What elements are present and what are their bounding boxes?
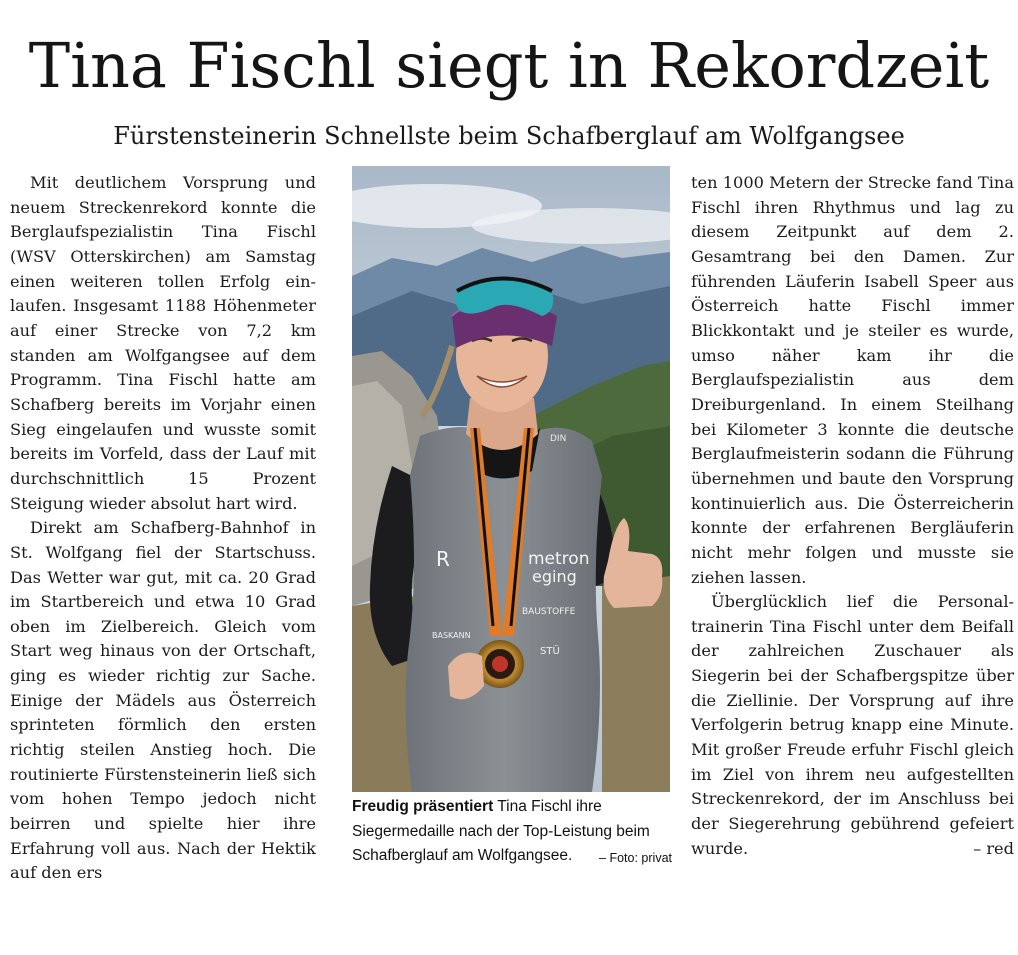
shirt-text-sponsor-2: BAUSTOFFE: [522, 607, 576, 617]
shirt-text-r: R: [436, 547, 450, 571]
photo-caption: [352, 795, 672, 871]
right-paragraph-1: ten 1000 Metern der Strecke fand Tina Fischl ihren Rhythmus und lag zu diesem Zeitpunkt auf dem 2. Gesamtrang bei den Damen. Zur führenden Läuferin Isabell Speer aus Österreich hatte Fischl immer Blickkontakt und je steiler es wurde, umso näher kam ihr die Berglaufspezialistin aus dem Dreiburgenland. In einem Steilhang bei Kilometer 3 konnte die deutsche Berglaufmeisterin sodann die Führung übernehmen und baute den Vorsprung kontinuierlich aus. Die Österreicherin konnte der erfahrenen Bergläuferin nicht mehr folgen und musste sie ziehen lassen.: [691, 173, 1014, 587]
caption-text: Tina Fischl ihre Siegermedaille nach der Top-Leistung beim Schafberglauf am Wolfgangsee.: [352, 798, 650, 864]
caption-lead: Freudig präsentiert: [352, 798, 494, 815]
left-column: [10, 171, 316, 886]
photo-medal-winner: [352, 166, 670, 792]
left-paragraph-2: Direkt am Schafberg-Bahnhof in St. Wolfgang fiel der Startschuss. Das Wetter war gut, mit ca. 20 Grad im Startbereich und etwa 10 Grad oben im Zielbereich. Gleich vom Start weg hinaus von der Ortschaft, ging es wieder richtig zur Sache. Einige der Mädels aus Österreich sprinteten förmlich den ersten richtig steilen Anstieg hoch. Die routinierte Fürstensteinerin ließ sich vom hohen Tempo jedoch nicht beirren und spielte hier ihre Erfahrung voll aus. Nach der Hektik auf den ers: [10, 518, 316, 883]
right-paragraph-2: [691, 590, 1014, 861]
left-paragraph-1: Mit deutlichem Vorsprung und neuem Streckenrekord konnte die Berglaufspezialistin Tina Fischl (WSV Otterskirchen) am Samstag einen weiteren tollen Erfolg einlaufen. Insgesamt 1188 Höhenmeter auf einer Strecke von 7,2 km standen am Wolfgangsee auf dem Programm. Tina Fischl hatte am Schafberg bereits im Vorjahr einen Sieg eingelaufen und wusste somit bereits im Vorfeld, dass der Lauf mit durchschnittlich 15 Prozent Steigung wieder absolut hart wird.: [10, 173, 316, 513]
right-paragraph-2-text: Überglücklich lief die Personaltrainerin Tina Fischl unter dem Beifall der zahlreichen Zuschauer als Siegerin bei der Schafbergspitze über die Ziellinie. Der Vorsprung auf ihre Verfolgerin betrug knapp eine Minute. Mit großer Freude erfuhr Fischl gleich im Ziel von ihrem neu aufgestellten Streckenrekord, der im Anschluss bei der Siegerehrung gebührend gefeiert wurde.: [691, 592, 1014, 858]
shirt-text-sponsor-3: STÜ: [540, 646, 560, 657]
author-signature: – red: [973, 838, 1014, 858]
shirt-text-metron: metron: [528, 549, 590, 569]
headline: Tina Fischl siegt in Rekordzeit: [28, 29, 990, 102]
photo-credit: – Foto: privat: [599, 851, 672, 865]
subheadline: Fürstensteinerin Schnellste beim Schafberglauf am Wolfgangsee: [113, 122, 905, 150]
right-column: [691, 171, 1014, 861]
shirt-text-sponsor-1: BASKANN: [432, 631, 471, 640]
shirt-text-shoulder: DIN: [550, 434, 567, 444]
shirt-text-eging: eging: [532, 567, 577, 586]
